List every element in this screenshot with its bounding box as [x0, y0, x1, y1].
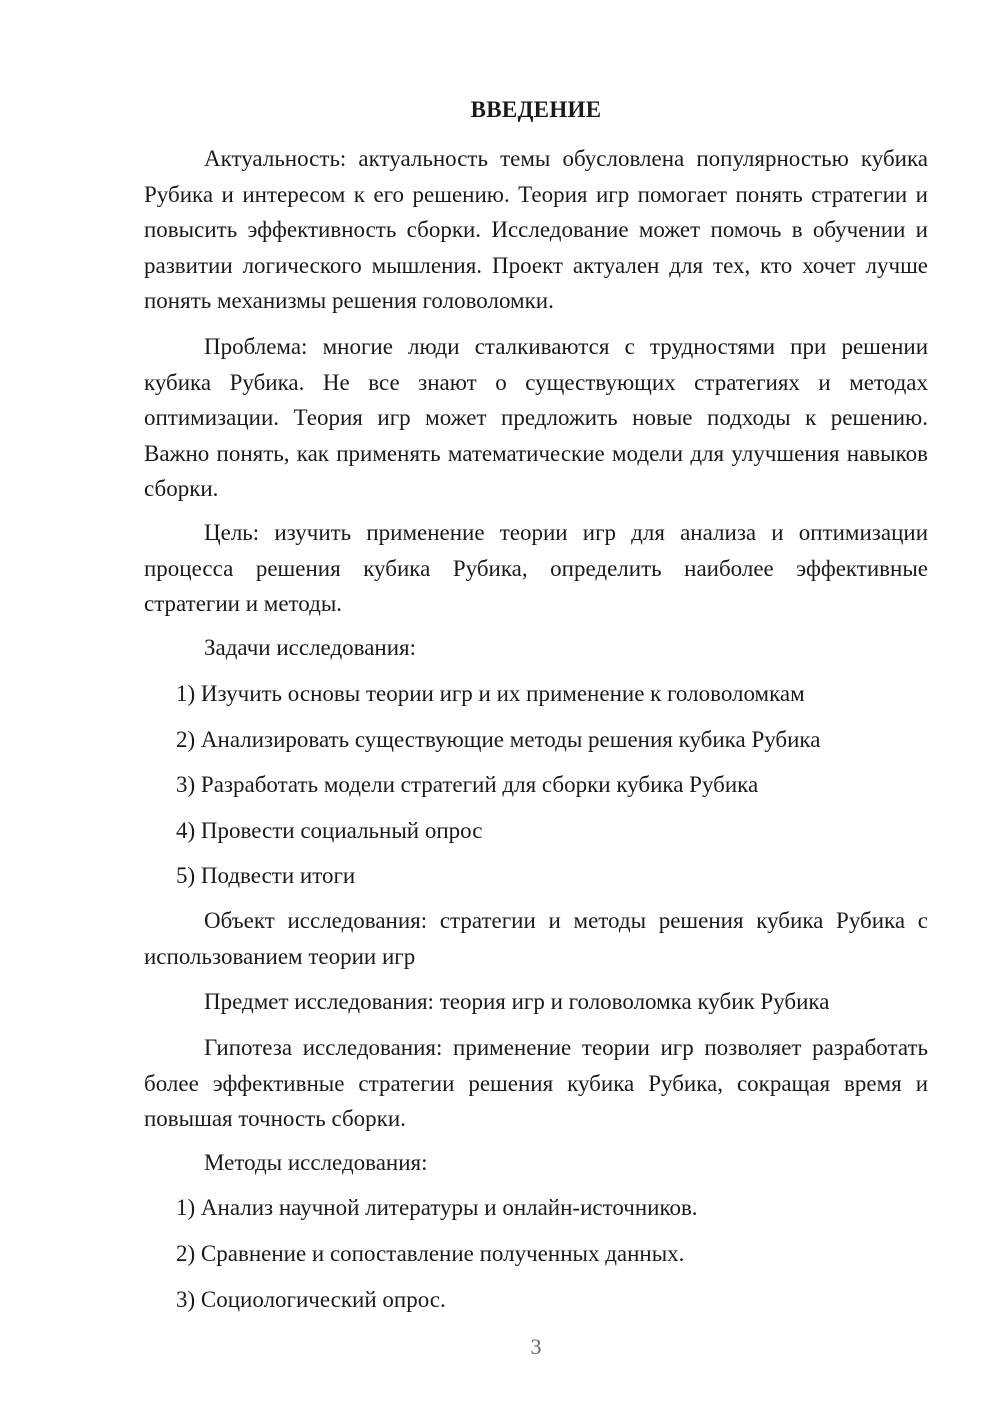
task-item: 3) Разработать модели стратегий для сборки кубика Рубика — [176, 772, 759, 797]
task-item: 2) Анализировать существующие методы решения кубика Рубика — [176, 727, 821, 752]
object-paragraph: Объект исследования: стратегии и методы решения кубика Рубика с использованием теории игр — [144, 908, 928, 969]
page-title: ВВЕДЕНИЕ — [470, 97, 602, 122]
subject-line: Предмет исследования: теория игр и головоломка кубик Рубика — [204, 989, 830, 1014]
task-item: 4) Провести социальный опрос — [176, 818, 483, 843]
goal-paragraph: Цель: изучить применение теории игр для анализа и оптимизации процесса решения кубика Рубика, определить наиболее эффективные стратегии и методы. — [144, 520, 928, 616]
method-item: 3) Социологический опрос. — [176, 1287, 446, 1312]
page-number: 3 — [530, 1334, 542, 1359]
method-item: 2) Сравнение и сопоставление полученных данных. — [176, 1241, 685, 1266]
task-item: 5) Подвести итоги — [176, 863, 356, 888]
methods-heading: Методы исследования: — [204, 1150, 428, 1175]
hypothesis-paragraph: Гипотеза исследования: применение теории игр позволяет разработать более эффективные стратегии решения кубика Рубика, сокращая время и повышая точность сборки. — [144, 1035, 928, 1131]
relevance-paragraph: Актуальность: актуальность темы обусловлена популярностью кубика Рубика и интересом к его решению. Теория игр помогает понять стратегии и повысить эффективность сборки. Исследование может помочь в обучении и развитии логического мышления. Проект актуален для тех, кто хочет лучше понять механизмы решения головоломки. — [144, 146, 928, 313]
task-item: 1) Изучить основы теории игр и их применение к головоломкам — [176, 681, 805, 706]
problem-paragraph: Проблема: многие люди сталкиваются с трудностями при решении кубика Рубика. Не все знают о существующих стратегиях и методах оптимизации. Теория игр может предложить новые подходы к решению. Важно понять, как применять математические модели для улучшения навыков сборки. — [144, 334, 928, 501]
tasks-heading: Задачи исследования: — [204, 635, 417, 660]
method-item: 1) Анализ научной литературы и онлайн-источников. — [176, 1195, 698, 1220]
